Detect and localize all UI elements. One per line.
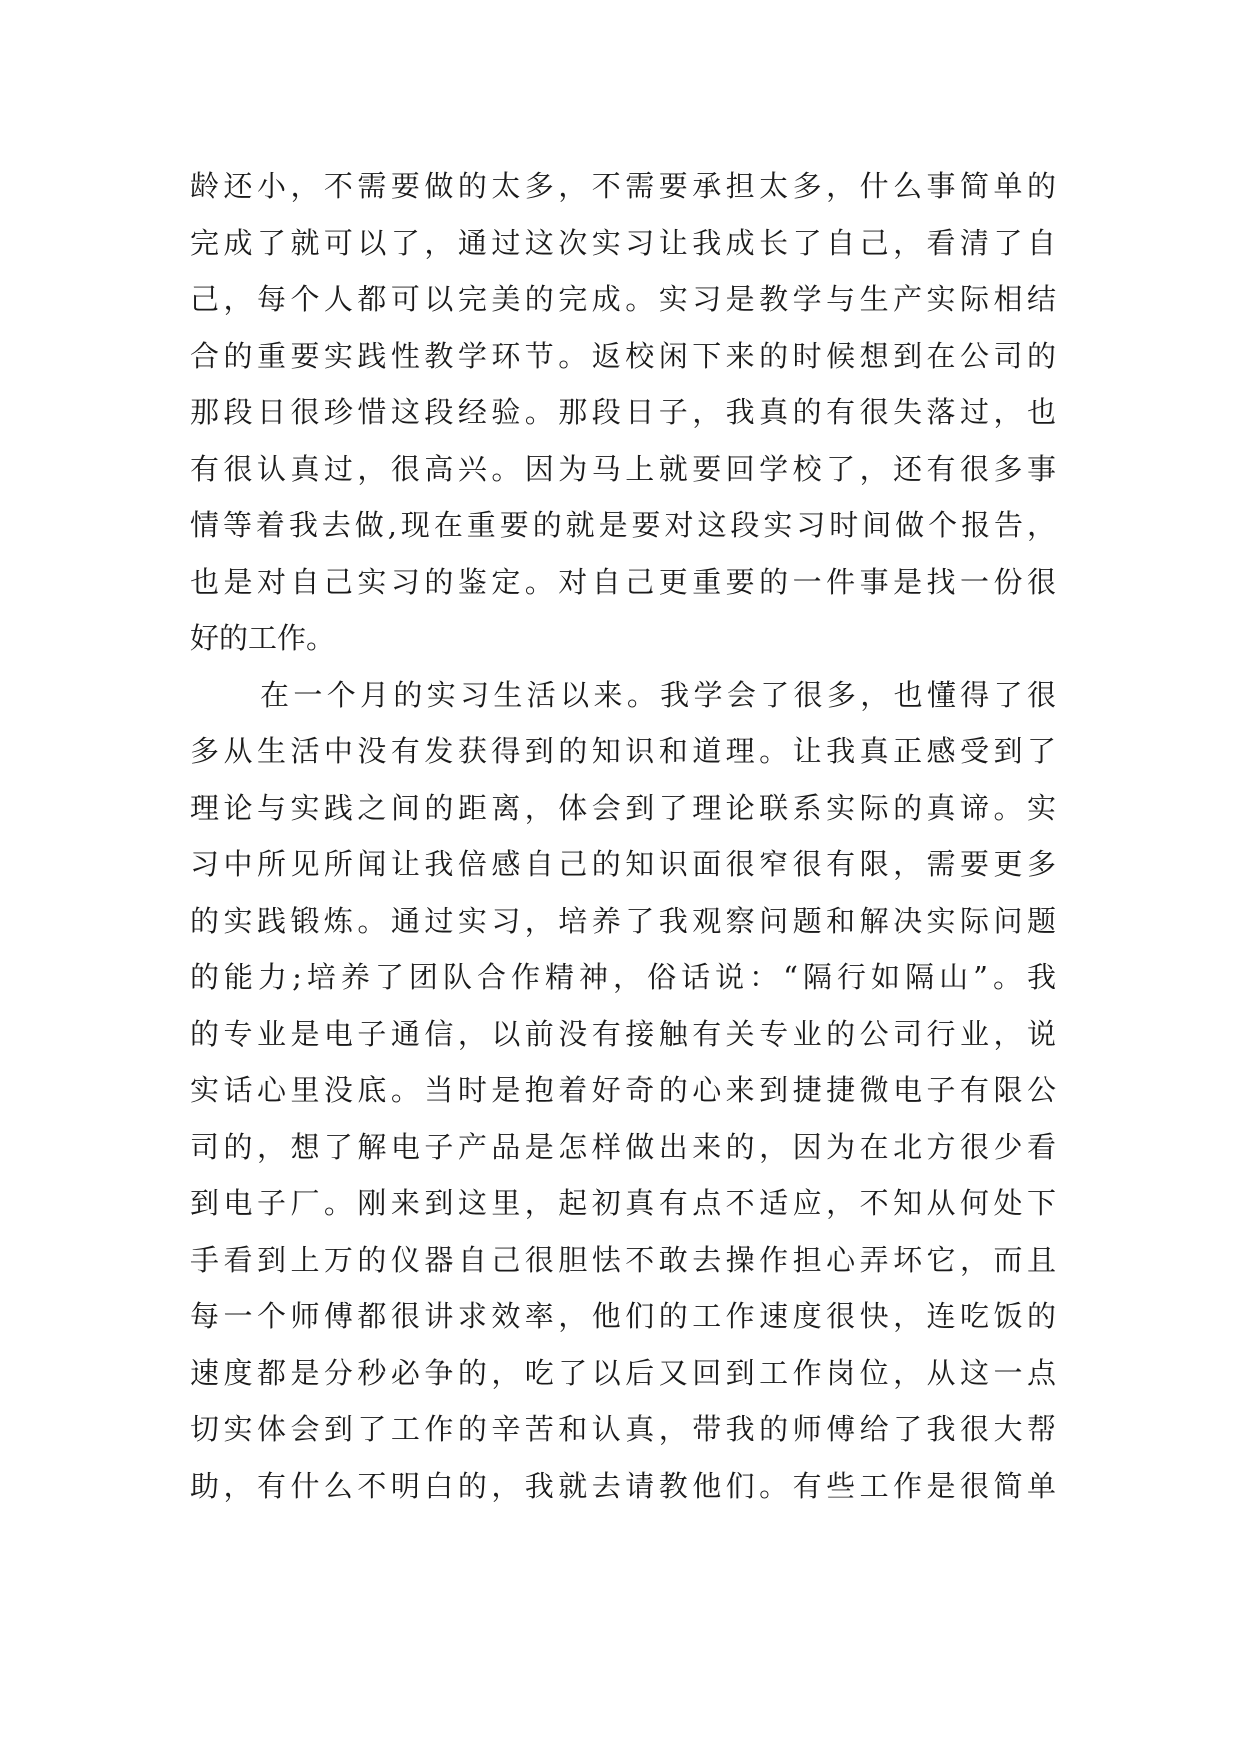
text-line: 也是对自己实习的鉴定。对自己更重要的一件事是找一份很 xyxy=(190,564,1056,599)
text-line: 好的工作。 xyxy=(190,621,336,655)
text-line: 龄还小，不需要做的太多，不需要承担太多，什么事简单的 xyxy=(190,169,1056,203)
text-line: 那段日很珍惜这段经验。那段日子，我真的有很失落过，也 xyxy=(190,395,1056,429)
text-line: 速度都是分秒必争的，吃了以后又回到工作岗位，从这一点 xyxy=(190,1355,1056,1390)
text-line: 的实践锻炼。通过实习，培养了我观察问题和解决实际问题 xyxy=(190,903,1056,938)
text-line: 有很认真过，很高兴。因为马上就要回学校了，还有很多事 xyxy=(190,451,1056,486)
text-line: 的专业是电子通信，以前没有接触有关专业的公司行业，说 xyxy=(190,1016,1056,1051)
text-line: 在一个月的实习生活以来。我学会了很多，也懂得了很 xyxy=(260,677,1056,712)
text-line: 司的，想了解电子产品是怎样做出来的，因为在北方很少看 xyxy=(190,1129,1056,1164)
text-line: 的能力;培养了团队合作精神，俗话说：“隔行如隔山”。我 xyxy=(190,960,1056,994)
text-line: 手看到上万的仪器自己很胆怯不敢去操作担心弄坏它，而且 xyxy=(190,1242,1056,1277)
text-line: 习中所见所闻让我倍感自己的知识面很窄很有限，需要更多 xyxy=(190,847,1056,881)
text-line: 切实体会到了工作的辛苦和认真，带我的师傅给了我很大帮 xyxy=(190,1412,1056,1446)
text-line: 合的重要实践性教学环节。返校闲下来的时候想到在公司的 xyxy=(190,338,1056,373)
text-line: 助，有什么不明白的，我就去请教他们。有些工作是很简单 xyxy=(190,1468,1056,1503)
text-line: 理论与实践之间的距离，体会到了理论联系实际的真谛。实 xyxy=(190,790,1056,825)
text-line: 多从生活中没有发获得到的知识和道理。让我真正感受到了 xyxy=(190,734,1056,768)
text-line: 每一个师傅都很讲求效率，他们的工作速度很快，连吃饭的 xyxy=(190,1299,1056,1333)
text-line: 实话心里没底。当时是抱着好奇的心来到捷捷微电子有限公 xyxy=(190,1073,1056,1107)
text-line: 到电子厂。刚来到这里，起初真有点不适应，不知从何处下 xyxy=(190,1186,1056,1220)
paragraph-1 xyxy=(190,158,1056,667)
text-line: 己，每个人都可以完美的完成。实习是教学与生产实际相结 xyxy=(190,282,1056,316)
body-text xyxy=(190,158,1056,1514)
text-line: 情等着我去做,现在重要的就是要对这段实习时间做个报告， xyxy=(190,508,1056,542)
text-line: 完成了就可以了，通过这次实习让我成长了自己，看清了自 xyxy=(190,225,1056,260)
paragraph-2 xyxy=(190,667,1056,1515)
